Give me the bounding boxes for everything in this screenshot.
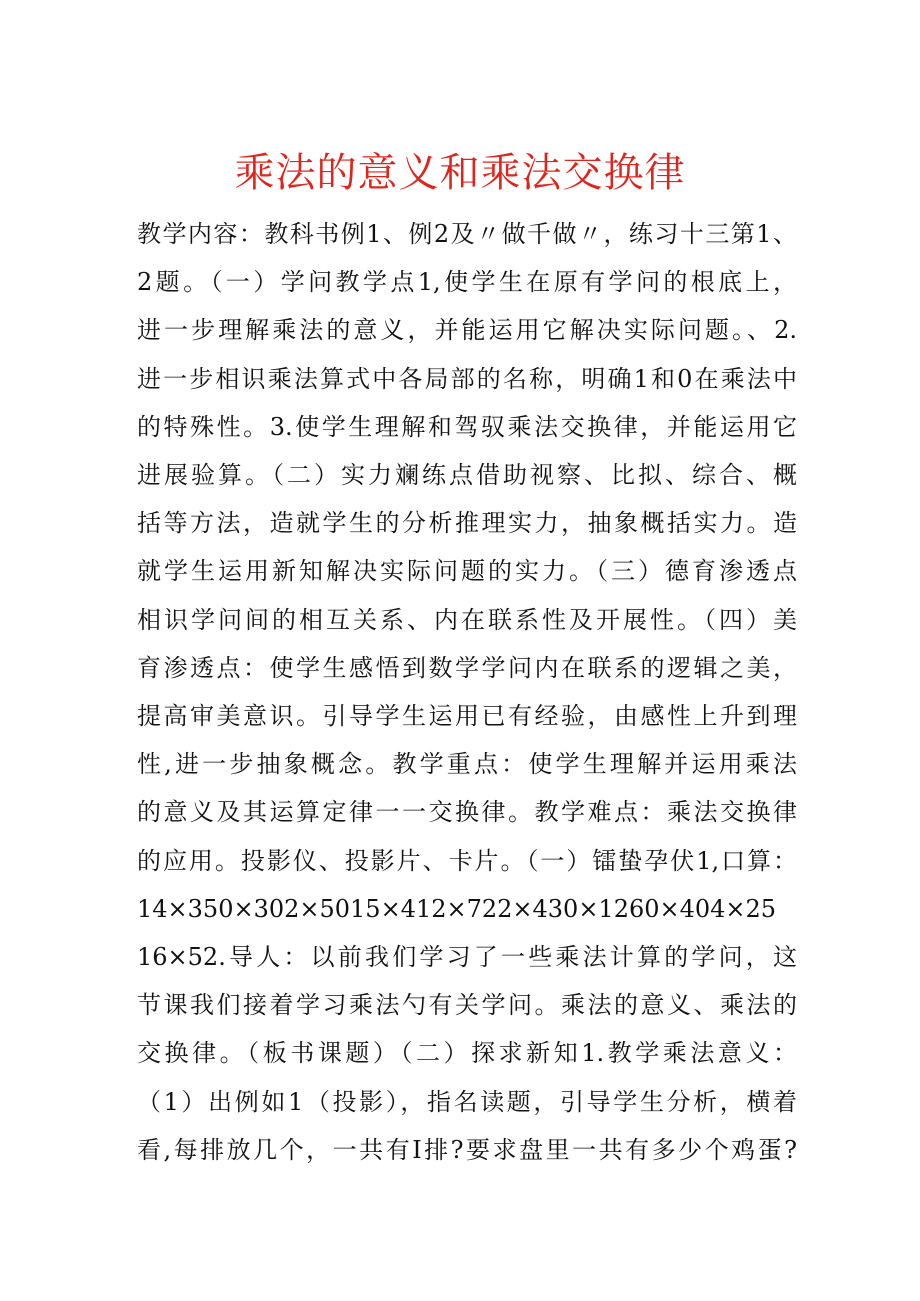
body-line: 看,每排放几个，一共有I排?要求盘里一共有多少个鸡蛋? xyxy=(137,1135,797,1164)
body-line: 相识学问间的相互关系、内在联系性及开展性。（四）美 xyxy=(137,605,797,634)
body-line: 提高审美意识。引导学生运用已有经验，由感性上升到理 xyxy=(137,702,797,731)
body-line: 节课我们接着学习乘法勺有关学问。乘法的意义、乘法的 xyxy=(137,991,797,1020)
body-line: 16×52.导人：以前我们学习了一些乘法计算的学问，这 xyxy=(137,943,797,972)
body-line: （1）出例如1（投影），指名读题，引导学生分析，横着 xyxy=(137,1087,797,1116)
body-line: 就学生运用新知解决实际问题的实力。（三）德育渗透点 xyxy=(137,557,797,586)
body-line: 括等方法，造就学生的分析推理实力，抽象概括实力。造 xyxy=(137,509,797,538)
body-line: 进一步理解乘法的意义，并能运用它解决实际问题。、2. xyxy=(137,316,797,345)
document-body xyxy=(137,210,797,1174)
body-line: 2题。（一）学问教学点1,使学生在原有学问的根底上， xyxy=(137,268,797,297)
body-line: 进展验算。（二）实力斓练点借助视察、比拟、综合、概 xyxy=(137,461,797,490)
body-line: 的意义及其运算定律一一交换律。教学难点：乘法交换律 xyxy=(137,798,797,827)
body-line: 进一步相识乘法算式中各局部的名称，明确1和0在乘法中 xyxy=(137,364,797,393)
body-line: 性,进一步抽象概念。教学重点：使学生理解并运用乘法 xyxy=(137,750,797,779)
body-line: 14×350×302×5015×412×722×430×1260×404×25 xyxy=(137,894,777,923)
body-line: 的特殊性。3.使学生理解和驾驭乘法交换律，并能运用它 xyxy=(137,412,797,441)
body-line: 教学内容：教科书例1、例2及〃做千做〃，练习十三第1、 xyxy=(137,220,797,248)
body-line: 育渗透点：使学生感悟到数学学问内在联系的逻辑之美， xyxy=(137,653,797,682)
body-line: 交换律。（板书课题）（二）探求新知1.教学乘法意义： xyxy=(137,1039,797,1068)
document-title: 乘法的意义和乘法交换律 xyxy=(234,150,686,196)
body-line: 的应用。投影仪、投影片、卡片。（一）镭蛰孕伏1,口算： xyxy=(137,846,797,875)
